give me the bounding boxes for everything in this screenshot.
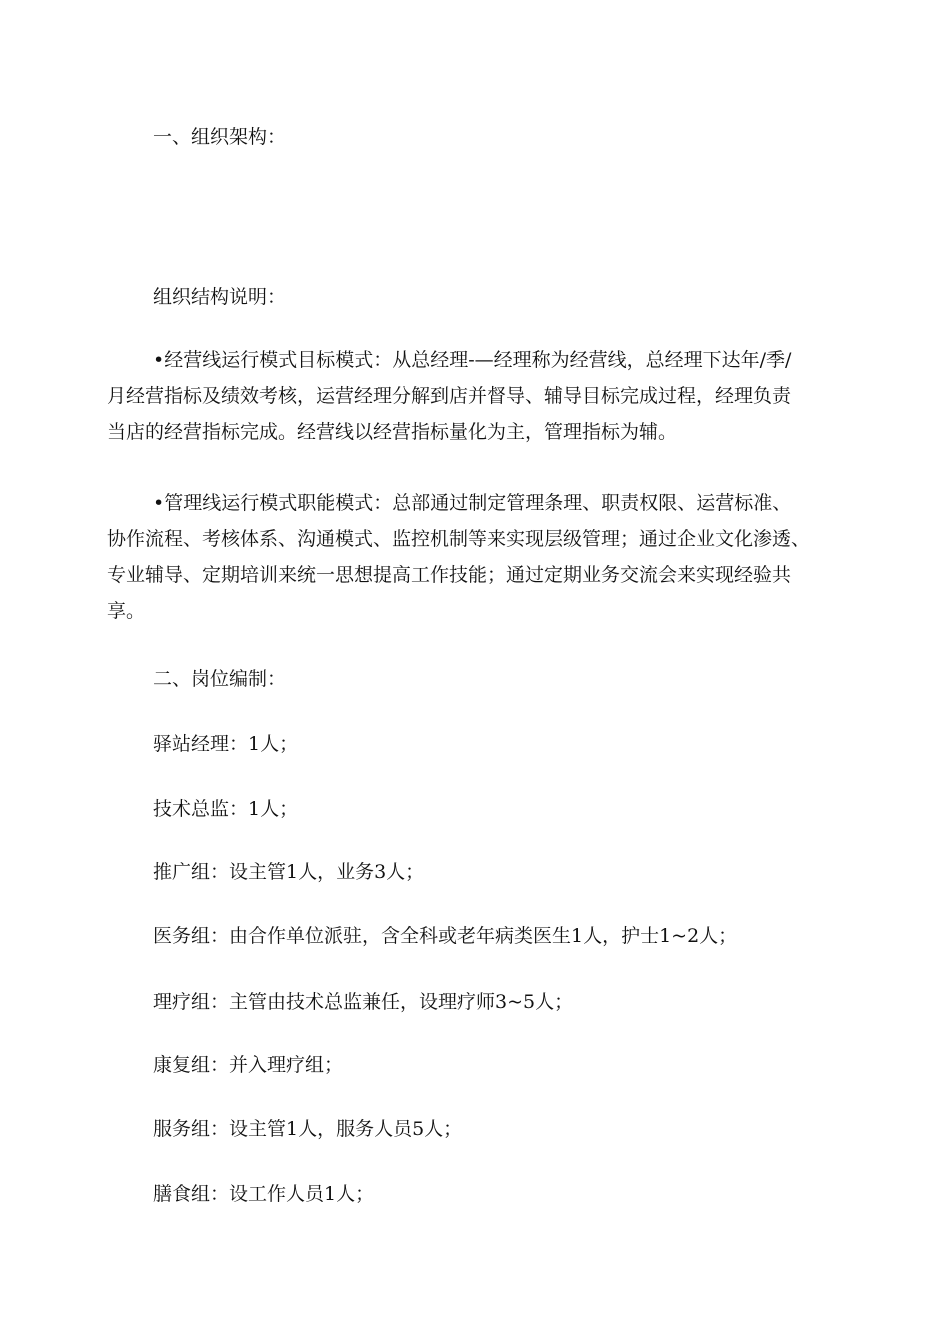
- position-item: 康复组：并入理疗组；: [153, 1054, 344, 1076]
- position-item: 推广组：设主管1人，业务3人；: [153, 861, 425, 883]
- paragraph-line: 当店的经营指标完成。经营线以经营指标量化为主，管理指标为辅。: [107, 421, 678, 443]
- position-item: 膳食组：设工作人员1人；: [153, 1183, 375, 1205]
- paragraph-line: 专业辅导、定期培训来统一思想提高工作技能；通过定期业务交流会来实现经验共: [107, 564, 792, 586]
- management-line-paragraph: [107, 485, 852, 629]
- section-heading-org-structure: 一、组织架构：: [153, 126, 287, 148]
- paragraph-line: 享。: [107, 600, 146, 622]
- position-item: 驿站经理：1人；: [153, 733, 299, 755]
- paragraph-line: •经营线运行模式目标模式：从总经理-—经理称为经营线，总经理下达年/季/: [153, 349, 792, 371]
- position-item: 理疗组：主管由技术总监兼任，设理疗师3~5人；: [153, 991, 574, 1013]
- structure-note-heading: 组织结构说明：: [153, 286, 287, 308]
- position-item: 医务组：由合作单位派驻，含全科或老年病类医生1人，护士1~2人；: [153, 925, 738, 947]
- business-line-paragraph: [107, 342, 852, 450]
- paragraph-line: •管理线运行模式职能模式：总部通过制定管理条理、职责权限、运营标准、: [153, 492, 792, 514]
- position-item: 服务组：设主管1人，服务人员5人；: [153, 1118, 463, 1140]
- position-item: 技术总监：1人；: [153, 798, 299, 820]
- section-heading-positions: 二、岗位编制：: [153, 668, 287, 690]
- paragraph-line: 协作流程、考核体系、沟通模式、监控机制等来实现层级管理；通过企业文化渗透、: [107, 528, 811, 550]
- paragraph-line: 月经营指标及绩效考核，运营经理分解到店并督导、辅导目标完成过程，经理负责: [107, 385, 792, 407]
